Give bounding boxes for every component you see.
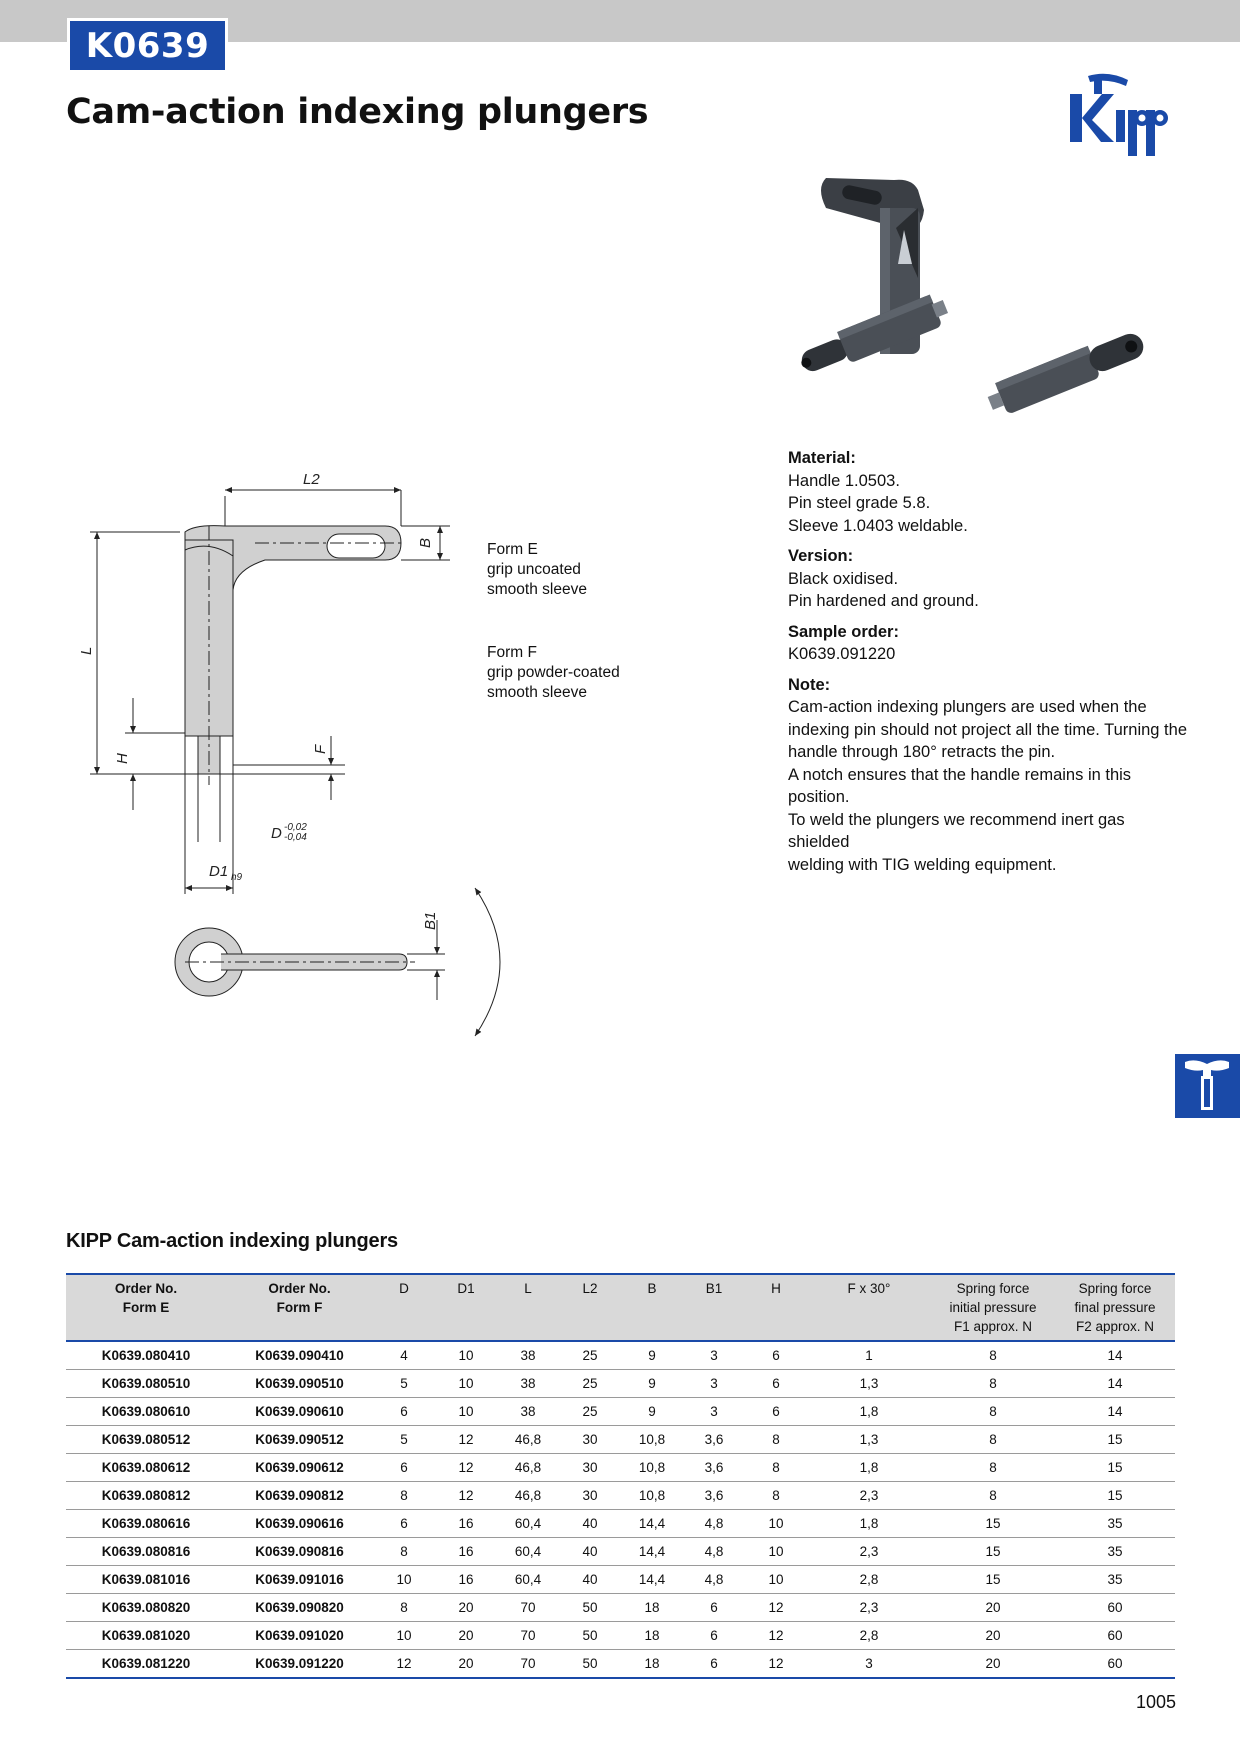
table-cell: 25 xyxy=(559,1398,621,1426)
table-cell: 20 xyxy=(931,1622,1055,1650)
table-cell: 12 xyxy=(435,1454,497,1482)
form-e-line: smooth sleeve xyxy=(487,581,587,598)
table-cell: K0639.080510 xyxy=(66,1370,226,1398)
col-l: L xyxy=(497,1274,559,1341)
table-cell: 12 xyxy=(435,1426,497,1454)
table-cell: 6 xyxy=(683,1594,745,1622)
page-number: 1005 xyxy=(1136,1692,1177,1712)
table-cell: 40 xyxy=(559,1566,621,1594)
table-cell: 1,3 xyxy=(807,1370,931,1398)
table-cell: 1 xyxy=(807,1341,931,1370)
table-cell: K0639.090512 xyxy=(226,1426,373,1454)
table-cell: 10 xyxy=(745,1566,807,1594)
table-cell: 14,4 xyxy=(621,1566,683,1594)
table-cell: 3 xyxy=(807,1650,931,1679)
table-cell: K0639.081016 xyxy=(66,1566,226,1594)
table-cell: 15 xyxy=(931,1538,1055,1566)
table-cell: 16 xyxy=(435,1566,497,1594)
category-tab[interactable] xyxy=(1175,1054,1240,1118)
indexing-plunger-icon xyxy=(1175,1054,1240,1118)
table-row xyxy=(66,1622,1175,1650)
table-cell: 12 xyxy=(745,1594,807,1622)
table-cell: 10 xyxy=(373,1622,435,1650)
table-cell: 1,8 xyxy=(807,1454,931,1482)
table-cell: 35 xyxy=(1055,1510,1175,1538)
material-line: Sleeve 1.0403 weldable. xyxy=(788,516,968,535)
col-h: H xyxy=(745,1274,807,1341)
table-cell: 6 xyxy=(683,1650,745,1679)
table-cell: 70 xyxy=(497,1650,559,1679)
table-cell: K0639.091220 xyxy=(226,1650,373,1679)
table-cell: 8 xyxy=(931,1426,1055,1454)
table-cell: K0639.091020 xyxy=(226,1622,373,1650)
table-cell: 46,8 xyxy=(497,1454,559,1482)
table-cell: 20 xyxy=(435,1594,497,1622)
form-f-line: Form F xyxy=(487,644,537,661)
dim-b1-label: B1 xyxy=(422,911,439,930)
table-cell: 15 xyxy=(1055,1482,1175,1510)
table-row xyxy=(66,1341,1175,1370)
form-e-note xyxy=(487,540,587,600)
table-cell: 4 xyxy=(373,1341,435,1370)
table-cell: K0639.091016 xyxy=(226,1566,373,1594)
table-cell: 30 xyxy=(559,1454,621,1482)
col-d: D xyxy=(373,1274,435,1341)
product-info xyxy=(788,447,1188,884)
dim-h-label: H xyxy=(114,753,131,764)
note-line: Cam-action indexing plungers are used when the xyxy=(788,698,1147,716)
note-line: indexing pin should not project all the time. Turning the xyxy=(788,720,1187,739)
table-cell: 15 xyxy=(1055,1426,1175,1454)
table-cell: 16 xyxy=(435,1538,497,1566)
table-cell: 10 xyxy=(373,1566,435,1594)
table-cell: K0639.090820 xyxy=(226,1594,373,1622)
col-b1: B1 xyxy=(683,1274,745,1341)
table-cell: 60,4 xyxy=(497,1538,559,1566)
table-row xyxy=(66,1510,1175,1538)
table-cell: K0639.080812 xyxy=(66,1482,226,1510)
table-cell: 20 xyxy=(931,1594,1055,1622)
spec-table xyxy=(66,1273,1175,1679)
form-e-line: grip uncoated xyxy=(487,561,581,578)
table-cell: K0639.090612 xyxy=(226,1454,373,1482)
table-cell: 8 xyxy=(931,1482,1055,1510)
table-row xyxy=(66,1398,1175,1426)
material-label: Material: xyxy=(788,449,856,467)
dim-d-tol-upper: -0,02 xyxy=(284,822,307,833)
note-label: Note: xyxy=(788,675,831,694)
table-cell: 6 xyxy=(745,1398,807,1426)
table-cell: 6 xyxy=(373,1398,435,1426)
page-title: Cam-action indexing plungers xyxy=(66,92,649,132)
table-cell: 38 xyxy=(497,1398,559,1426)
table-cell: K0639.090816 xyxy=(226,1538,373,1566)
table-cell: 60 xyxy=(1055,1650,1175,1679)
table-cell: 14 xyxy=(1055,1398,1175,1426)
material-line: Pin steel grade 5.8. xyxy=(788,494,931,512)
table-cell: K0639.090616 xyxy=(226,1510,373,1538)
table-cell: 10 xyxy=(435,1341,497,1370)
table-cell: 10,8 xyxy=(621,1426,683,1454)
table-cell: 8 xyxy=(745,1454,807,1482)
table-cell: 3 xyxy=(683,1341,745,1370)
col-l2: L2 xyxy=(559,1274,621,1341)
table-cell: 20 xyxy=(435,1622,497,1650)
table-cell: 6 xyxy=(745,1341,807,1370)
table-cell: 3,6 xyxy=(683,1454,745,1482)
material-block xyxy=(788,447,1188,537)
table-row xyxy=(66,1454,1175,1482)
table-cell: K0639.080820 xyxy=(66,1594,226,1622)
table-cell: 30 xyxy=(559,1482,621,1510)
table-cell: 1,3 xyxy=(807,1426,931,1454)
table-cell: K0639.090510 xyxy=(226,1370,373,1398)
col-b: B xyxy=(621,1274,683,1341)
table-cell: 8 xyxy=(373,1594,435,1622)
table-cell: 14 xyxy=(1055,1341,1175,1370)
product-code-badge: K0639 xyxy=(67,18,228,73)
table-cell: 30 xyxy=(559,1426,621,1454)
table-cell: 10,8 xyxy=(621,1482,683,1510)
material-line: Handle 1.0503. xyxy=(788,471,900,490)
form-f-line: grip powder-coated xyxy=(487,664,620,681)
table-cell: 70 xyxy=(497,1622,559,1650)
table-cell: 46,8 xyxy=(497,1482,559,1510)
table-title: KIPP Cam-action indexing plungers xyxy=(66,1230,398,1252)
table-cell: 40 xyxy=(559,1538,621,1566)
table-cell: 18 xyxy=(621,1650,683,1679)
col-f30: F x 30° xyxy=(807,1274,931,1341)
table-cell: 46,8 xyxy=(497,1426,559,1454)
table-cell: 9 xyxy=(621,1370,683,1398)
dim-d-tol-lower: -0,04 xyxy=(284,832,307,843)
table-cell: 40 xyxy=(559,1510,621,1538)
col-order-form-e: Order No. Form E xyxy=(66,1274,226,1341)
note-line: handle through 180° retracts the pin. xyxy=(788,743,1056,761)
table-cell: 6 xyxy=(683,1622,745,1650)
table-cell: 8 xyxy=(931,1454,1055,1482)
table-cell: 50 xyxy=(559,1622,621,1650)
note-block xyxy=(788,674,1188,877)
table-cell: K0639.090610 xyxy=(226,1398,373,1426)
table-cell: 14 xyxy=(1055,1370,1175,1398)
table-cell: 60 xyxy=(1055,1622,1175,1650)
table-cell: 12 xyxy=(373,1650,435,1679)
table-row xyxy=(66,1594,1175,1622)
table-cell: 16 xyxy=(435,1510,497,1538)
sample-order-value: K0639.091220 xyxy=(788,645,896,663)
table-cell: 35 xyxy=(1055,1538,1175,1566)
dim-d-label: D xyxy=(271,825,282,842)
table-cell: K0639.081220 xyxy=(66,1650,226,1679)
col-d1: D1 xyxy=(435,1274,497,1341)
table-cell: 10 xyxy=(745,1510,807,1538)
table-row xyxy=(66,1426,1175,1454)
table-cell: 15 xyxy=(931,1566,1055,1594)
table-cell: 6 xyxy=(373,1510,435,1538)
table-cell: 2,8 xyxy=(807,1566,931,1594)
col-spring-initial: Spring force initial pressure F1 approx. N xyxy=(931,1274,1055,1341)
table-cell: 60 xyxy=(1055,1594,1175,1622)
table-row xyxy=(66,1370,1175,1398)
table-cell: 10 xyxy=(745,1538,807,1566)
table-cell: K0639.080610 xyxy=(66,1398,226,1426)
table-cell: 2,3 xyxy=(807,1482,931,1510)
table-cell: 14,4 xyxy=(621,1510,683,1538)
table-cell: 60,4 xyxy=(497,1510,559,1538)
table-cell: 6 xyxy=(373,1454,435,1482)
form-f-note xyxy=(487,643,620,703)
table-row xyxy=(66,1650,1175,1679)
table-cell: 15 xyxy=(931,1510,1055,1538)
table-cell: 3,6 xyxy=(683,1482,745,1510)
table-cell: 14,4 xyxy=(621,1538,683,1566)
table-cell: K0639.081020 xyxy=(66,1622,226,1650)
table-cell: 50 xyxy=(559,1594,621,1622)
table-cell: K0639.080612 xyxy=(66,1454,226,1482)
table-cell: K0639.080512 xyxy=(66,1426,226,1454)
table-cell: 3,6 xyxy=(683,1426,745,1454)
table-header-row xyxy=(66,1274,1175,1341)
table-cell: 9 xyxy=(621,1341,683,1370)
note-line: To weld the plungers we recommend inert gas shielded xyxy=(788,810,1125,851)
table-cell: 38 xyxy=(497,1341,559,1370)
table-row xyxy=(66,1566,1175,1594)
table-cell: K0639.080616 xyxy=(66,1510,226,1538)
table-cell: 2,3 xyxy=(807,1538,931,1566)
dim-b-label: B xyxy=(417,537,434,548)
table-cell: 9 xyxy=(621,1398,683,1426)
table-cell: 8 xyxy=(931,1398,1055,1426)
table-cell: 8 xyxy=(745,1482,807,1510)
version-block xyxy=(788,545,1188,613)
table-cell: 5 xyxy=(373,1370,435,1398)
table-cell: K0639.090410 xyxy=(226,1341,373,1370)
table-cell: 8 xyxy=(745,1426,807,1454)
table-cell: 20 xyxy=(931,1650,1055,1679)
form-e-line: Form E xyxy=(487,541,538,558)
note-line: welding with TIG welding equipment. xyxy=(788,855,1057,874)
dim-l-label: L xyxy=(78,646,95,655)
table-cell: 8 xyxy=(373,1538,435,1566)
table-cell: 8 xyxy=(931,1370,1055,1398)
table-cell: 6 xyxy=(745,1370,807,1398)
table-cell: 1,8 xyxy=(807,1398,931,1426)
table-row xyxy=(66,1482,1175,1510)
table-cell: K0639.080410 xyxy=(66,1341,226,1370)
dim-d1-tol: h9 xyxy=(231,872,243,883)
table-cell: 18 xyxy=(621,1622,683,1650)
table-cell: 12 xyxy=(435,1482,497,1510)
table-cell: K0639.080816 xyxy=(66,1538,226,1566)
table-cell: 8 xyxy=(373,1482,435,1510)
col-spring-final: Spring force final pressure F2 approx. N xyxy=(1055,1274,1175,1341)
table-cell: 20 xyxy=(435,1650,497,1679)
table-cell: 25 xyxy=(559,1370,621,1398)
form-f-line: smooth sleeve xyxy=(487,684,587,701)
table-cell: 15 xyxy=(1055,1454,1175,1482)
table-cell: 1,8 xyxy=(807,1510,931,1538)
table-cell: 10 xyxy=(435,1398,497,1426)
table-cell: 50 xyxy=(559,1650,621,1679)
sample-order-block xyxy=(788,621,1188,666)
dim-f-label: F xyxy=(312,744,329,754)
table-cell: 4,8 xyxy=(683,1538,745,1566)
table-cell: 10 xyxy=(435,1370,497,1398)
table-cell: 5 xyxy=(373,1426,435,1454)
table-cell: 8 xyxy=(931,1341,1055,1370)
table-cell: 4,8 xyxy=(683,1566,745,1594)
table-cell: 3 xyxy=(683,1398,745,1426)
table-cell: 18 xyxy=(621,1594,683,1622)
version-line: Black oxidised. xyxy=(788,569,899,588)
table-cell: 2,3 xyxy=(807,1594,931,1622)
kipp-logo xyxy=(1068,72,1180,160)
version-line: Pin hardened and ground. xyxy=(788,592,979,610)
table-cell: 4,8 xyxy=(683,1510,745,1538)
table-row xyxy=(66,1538,1175,1566)
version-label: Version: xyxy=(788,547,854,565)
table-cell: 25 xyxy=(559,1341,621,1370)
dim-l2-label: L2 xyxy=(303,471,320,488)
table-cell: 70 xyxy=(497,1594,559,1622)
dim-d1-label: D1 xyxy=(209,863,229,880)
sample-order-label: Sample order: xyxy=(788,622,899,641)
col-order-form-f: Order No. Form F xyxy=(226,1274,373,1341)
table-cell: 3 xyxy=(683,1370,745,1398)
technical-drawing xyxy=(78,440,525,1050)
table-cell: 12 xyxy=(745,1650,807,1679)
table-cell: 35 xyxy=(1055,1566,1175,1594)
note-line: A notch ensures that the handle remains in this xyxy=(788,765,1132,784)
product-photo xyxy=(786,168,1176,423)
table-cell: 38 xyxy=(497,1370,559,1398)
table-cell: K0639.090812 xyxy=(226,1482,373,1510)
table-cell: 2,8 xyxy=(807,1622,931,1650)
note-line: position. xyxy=(788,788,850,806)
table-cell: 12 xyxy=(745,1622,807,1650)
table-cell: 60,4 xyxy=(497,1566,559,1594)
table-cell: 10,8 xyxy=(621,1454,683,1482)
